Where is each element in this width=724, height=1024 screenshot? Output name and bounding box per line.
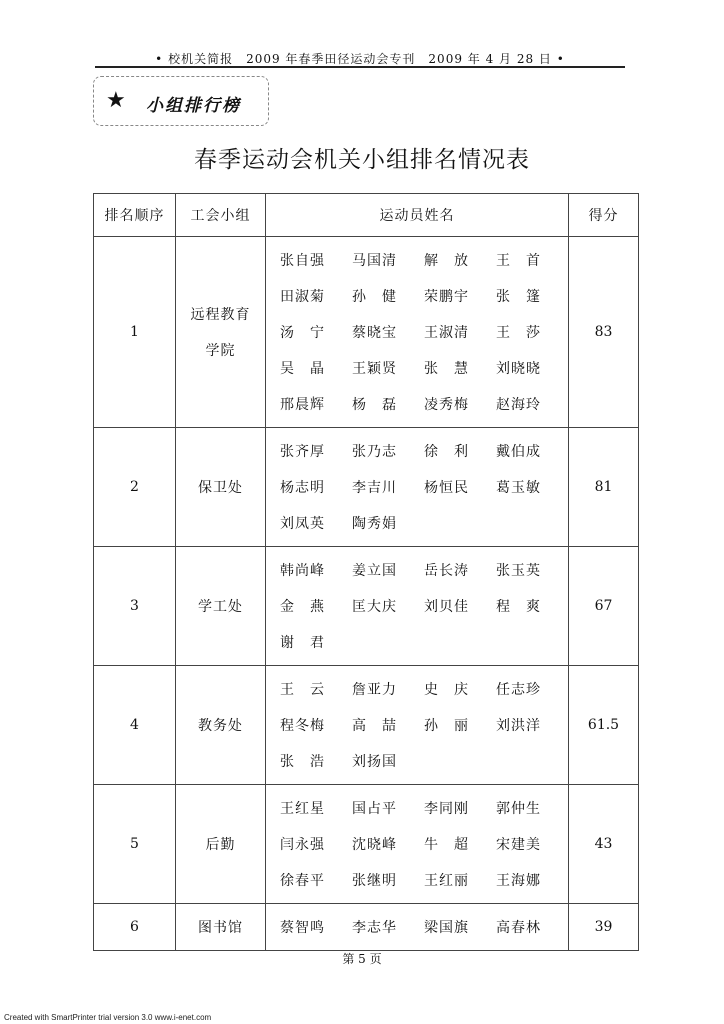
athlete-name: 程 爽 bbox=[496, 599, 541, 615]
athlete-name: 高 喆 bbox=[352, 718, 397, 734]
header-rank: 排名顺序 bbox=[94, 194, 176, 237]
group-cell bbox=[176, 904, 266, 951]
athlete-name: 沈晓峰 bbox=[352, 837, 397, 853]
athlete-line bbox=[280, 826, 568, 862]
athlete-line bbox=[280, 433, 568, 469]
athlete-name: 王淑清 bbox=[424, 325, 469, 341]
score-cell: 81 bbox=[569, 428, 639, 547]
athlete-name: 蔡智鸣 bbox=[280, 920, 325, 936]
athlete-name: 徐 利 bbox=[424, 444, 469, 460]
rank-cell: 1 bbox=[94, 237, 176, 428]
group-name-line2: 学院 bbox=[205, 343, 236, 359]
athlete-name: 宋建美 bbox=[496, 837, 541, 853]
athlete-line bbox=[280, 588, 568, 624]
athlete-name: 张自强 bbox=[280, 253, 325, 269]
athlete-name: 李吉川 bbox=[352, 480, 397, 496]
group-name: 保卫处 bbox=[198, 480, 243, 496]
athlete-name: 张玉英 bbox=[496, 563, 541, 579]
athlete-name: 张乃志 bbox=[352, 444, 397, 460]
athlete-name: 姜立国 bbox=[352, 563, 397, 579]
rank-cell: 3 bbox=[94, 547, 176, 666]
rank-cell: 2 bbox=[94, 428, 176, 547]
athlete-name: 刘凤英 bbox=[280, 516, 325, 532]
athlete-name: 蔡晓宝 bbox=[352, 325, 397, 341]
athlete-line bbox=[280, 386, 568, 422]
athlete-name: 杨 磊 bbox=[352, 397, 397, 413]
athletes-cell bbox=[266, 428, 569, 547]
athlete-name: 王 首 bbox=[496, 253, 541, 269]
athlete-line bbox=[280, 624, 568, 660]
section-label: 小组排行榜 bbox=[146, 96, 241, 116]
athletes-cell bbox=[266, 547, 569, 666]
group-name: 教务处 bbox=[198, 718, 243, 734]
athlete-name: 张齐厚 bbox=[280, 444, 325, 460]
group-name: 图书馆 bbox=[198, 920, 243, 936]
athlete-name: 王 云 bbox=[280, 682, 325, 698]
athlete-name: 郭仲生 bbox=[496, 801, 541, 817]
group-cell bbox=[176, 666, 266, 785]
page-number: 第 5 页 bbox=[342, 952, 382, 966]
athlete-line bbox=[280, 743, 568, 779]
athlete-name: 任志珍 bbox=[496, 682, 541, 698]
athlete-line bbox=[280, 552, 568, 588]
page-header: • 校机关简报 2009 年春季田径运动会专刊 2009 年 4 月 28 日 • bbox=[155, 52, 565, 66]
athlete-name: 孙 丽 bbox=[424, 718, 469, 734]
athlete-name: 陶秀娟 bbox=[352, 516, 397, 532]
athlete-name: 孙 健 bbox=[352, 289, 397, 305]
athlete-name: 史 庆 bbox=[424, 682, 469, 698]
athletes-cell bbox=[266, 237, 569, 428]
group-cell bbox=[176, 785, 266, 904]
athlete-name: 王海娜 bbox=[496, 873, 541, 889]
athletes-cell bbox=[266, 785, 569, 904]
athlete-name: 葛玉敏 bbox=[496, 480, 541, 496]
athlete-name: 牛 超 bbox=[424, 837, 469, 853]
athlete-name: 岳长涛 bbox=[424, 563, 469, 579]
athlete-name: 匡大庆 bbox=[352, 599, 397, 615]
group-cell bbox=[176, 237, 266, 428]
group-cell bbox=[176, 428, 266, 547]
table-header-row bbox=[94, 194, 639, 237]
score-cell: 43 bbox=[569, 785, 639, 904]
athlete-name: 赵海玲 bbox=[496, 397, 541, 413]
athlete-line bbox=[280, 707, 568, 743]
athlete-line bbox=[280, 671, 568, 707]
athlete-name: 戴伯成 bbox=[496, 444, 541, 460]
athlete-name: 王 莎 bbox=[496, 325, 541, 341]
table-row bbox=[94, 785, 639, 904]
athlete-name: 徐春平 bbox=[280, 873, 325, 889]
athlete-line bbox=[280, 505, 568, 541]
table-row bbox=[94, 904, 639, 951]
athlete-name: 李志华 bbox=[352, 920, 397, 936]
section-badge bbox=[93, 76, 269, 126]
athlete-name: 解 放 bbox=[424, 253, 469, 269]
footer-watermark: Created with SmartPrinter trial version 3.0 www.i-enet.com bbox=[4, 1013, 212, 1022]
athlete-name: 刘洪洋 bbox=[496, 718, 541, 734]
table-row bbox=[94, 666, 639, 785]
athlete-name: 杨恒民 bbox=[424, 480, 469, 496]
athlete-line bbox=[280, 314, 568, 350]
athlete-name: 谢 君 bbox=[280, 635, 325, 651]
athlete-name: 韩尚峰 bbox=[280, 563, 325, 579]
table-row bbox=[94, 547, 639, 666]
athlete-name: 国占平 bbox=[352, 801, 397, 817]
star-icon: ★ bbox=[106, 88, 126, 113]
athlete-name: 闫永强 bbox=[280, 837, 325, 853]
page-title: 春季运动会机关小组排名情况表 bbox=[194, 147, 530, 173]
header-group: 工会小组 bbox=[176, 194, 266, 237]
athletes-cell bbox=[266, 666, 569, 785]
group-name: 学工处 bbox=[198, 599, 243, 615]
group-name: 远程教育 bbox=[190, 307, 251, 323]
group-cell bbox=[176, 547, 266, 666]
athlete-name: 王颖贤 bbox=[352, 361, 397, 377]
athlete-name: 田淑菊 bbox=[280, 289, 325, 305]
athlete-name: 刘扬国 bbox=[352, 754, 397, 770]
athlete-name: 马国清 bbox=[352, 253, 397, 269]
score-cell: 67 bbox=[569, 547, 639, 666]
athlete-name: 刘贝佳 bbox=[424, 599, 469, 615]
athlete-line bbox=[280, 469, 568, 505]
rank-cell: 5 bbox=[94, 785, 176, 904]
athlete-name: 荣鹏宇 bbox=[424, 289, 469, 305]
athlete-name: 高春林 bbox=[496, 920, 541, 936]
athlete-name: 梁国旗 bbox=[424, 920, 469, 936]
athlete-name: 吴 晶 bbox=[280, 361, 325, 377]
athlete-line bbox=[280, 862, 568, 898]
table-row bbox=[94, 237, 639, 428]
score-cell: 83 bbox=[569, 237, 639, 428]
rank-cell: 6 bbox=[94, 904, 176, 951]
athlete-name: 杨志明 bbox=[280, 480, 325, 496]
athlete-line bbox=[280, 278, 568, 314]
table-row bbox=[94, 428, 639, 547]
athlete-name: 邢晨辉 bbox=[280, 397, 325, 413]
score-cell: 61.5 bbox=[569, 666, 639, 785]
athlete-line bbox=[280, 909, 568, 945]
athlete-name: 李同刚 bbox=[424, 801, 469, 817]
athlete-name: 张 慧 bbox=[424, 361, 469, 377]
athlete-name: 汤 宁 bbox=[280, 325, 325, 341]
athlete-name: 王红丽 bbox=[424, 873, 469, 889]
ranking-table bbox=[93, 193, 639, 951]
athlete-line bbox=[280, 350, 568, 386]
athlete-line bbox=[280, 242, 568, 278]
header-rule bbox=[95, 66, 625, 68]
athlete-name: 王红星 bbox=[280, 801, 325, 817]
athlete-name: 张 浩 bbox=[280, 754, 325, 770]
athlete-name: 张继明 bbox=[352, 873, 397, 889]
athlete-line bbox=[280, 790, 568, 826]
athlete-name: 凌秀梅 bbox=[424, 397, 469, 413]
rank-cell: 4 bbox=[94, 666, 176, 785]
athlete-name: 金 燕 bbox=[280, 599, 325, 615]
athlete-name: 程冬梅 bbox=[280, 718, 325, 734]
score-cell: 39 bbox=[569, 904, 639, 951]
athlete-name: 詹亚力 bbox=[352, 682, 397, 698]
header-score: 得分 bbox=[569, 194, 639, 237]
athletes-cell bbox=[266, 904, 569, 951]
group-name: 后勤 bbox=[205, 837, 236, 853]
athlete-name: 刘晓晓 bbox=[496, 361, 541, 377]
athlete-name: 张 篷 bbox=[496, 289, 541, 305]
header-athletes: 运动员姓名 bbox=[266, 194, 569, 237]
